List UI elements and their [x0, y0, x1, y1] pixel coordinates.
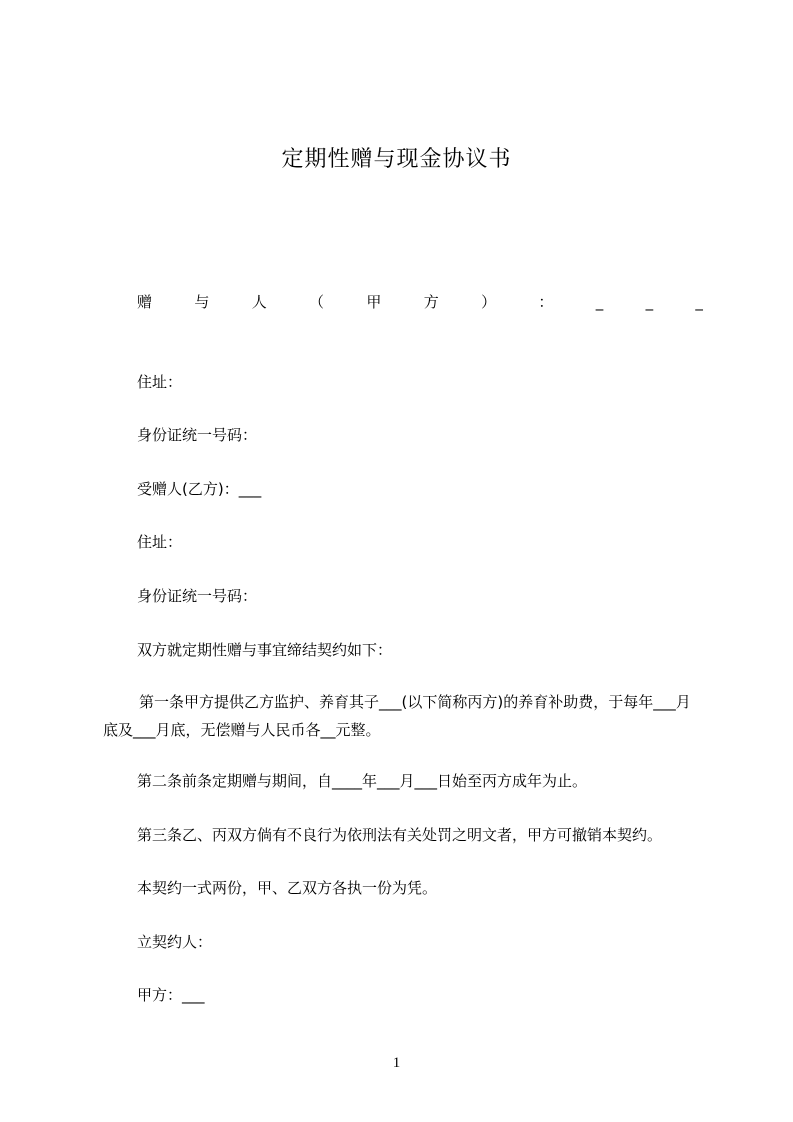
document-title: 定期性赠与现金协议书 [281, 147, 512, 172]
donor-char: （ [309, 293, 325, 311]
party-a-signature: 甲方：___ [137, 986, 205, 1004]
donor-char: 与 [194, 293, 210, 311]
page-number: 1 [392, 1055, 401, 1071]
article-3: 第三条乙、丙双方倘有不良行为依刑法有关处罚之明文者，甲方可撤销本契约。 [137, 826, 663, 844]
donor-address-line: 住址： [137, 373, 183, 391]
donee-id-line: 身份证统一号码： [137, 587, 258, 605]
agreement-intro: 双方就定期性赠与事宜缔结契约如下： [137, 641, 393, 659]
article-2: 第二条前条定期赠与期间，自____年___月___日始至丙方成年为止。 [137, 772, 588, 790]
donee-address-line: 住址： [137, 533, 183, 551]
donor-line [137, 292, 703, 312]
donor-id-line: 身份证统一号码： [137, 426, 258, 444]
donor-char: 人 [251, 293, 267, 311]
donor-blank: _ [645, 293, 654, 311]
donor-char: ： [538, 293, 554, 311]
donor-char: 甲 [366, 293, 382, 311]
donor-char: 赠 [137, 293, 153, 311]
donor-blank: _ [695, 293, 703, 311]
article-1: 第一条甲方提供乙方监护、养育其子___(以下简称丙方)的养育补助费，于每年___月底及___月底，无偿赠与人民币各__元整。 [103, 693, 691, 739]
donor-char: ） [481, 293, 497, 311]
donee-line: 受赠人(乙方)：___ [137, 480, 262, 498]
copies-clause: 本契约一式两份，甲、乙双方各执一份为凭。 [137, 879, 438, 897]
signatories-label: 立契约人： [137, 933, 213, 951]
donor-char: 方 [423, 293, 439, 311]
donor-blank: _ [595, 293, 604, 311]
